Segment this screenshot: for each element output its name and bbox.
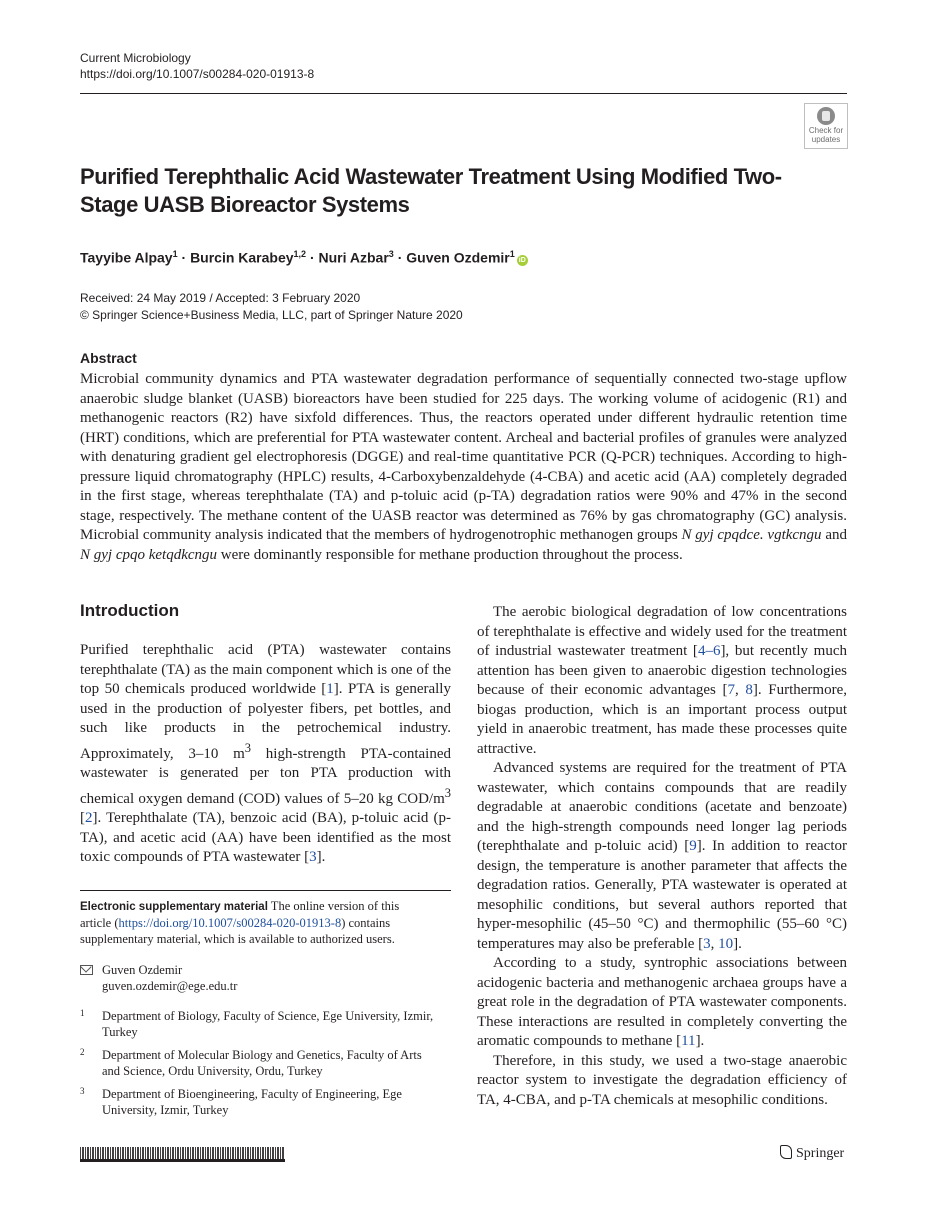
author-affil: 1,2	[293, 249, 307, 259]
affiliation-text: Department of Bioengineering, Faculty of Engineering, Ege University, Izmir, Turkey	[102, 1087, 402, 1117]
text: According to a study, syntrophic associations between acidogenic bacteria and methanogenic archaea groups have a great role in the degradation of PTA wastewater components. These interactions are resulted in completely converting the aromatic compounds to methane [	[477, 955, 847, 1049]
check-for-updates-badge[interactable]	[804, 103, 848, 149]
author-name[interactable]: Burcin Karabey	[190, 249, 294, 266]
citation-link[interactable]: 11	[681, 1033, 696, 1049]
springer-horse-icon	[780, 1145, 792, 1159]
author-list: Tayyibe Alpay$^1$ · Burcin Karabey$^{1,2}$ · Nuri Azbar$^3$ · Guven Ozdemir$^1$iD	[80, 249, 526, 266]
text: Purified terephthalic acid (PTA) wastewater contains terephthalate (TA) as the main component which is one of the top 50 chemicals produced worldwide [	[80, 642, 451, 697]
contact-name: Guven Ozdemir	[102, 963, 183, 977]
abstract-and: and	[825, 527, 848, 543]
intro-paragraph	[477, 759, 847, 954]
affiliation	[80, 1047, 440, 1079]
contact-email[interactable]: guven.ozdemir@ege.edu.tr	[102, 979, 238, 993]
intro-left-column	[80, 641, 451, 868]
text: Advanced systems are required for the treatment of PTA wastewater, which contains compounds that are readily degradable at anaerobic conditions (acetate and benzoate) and the high-strength compounds need longer lag periods (terephthalate and p-toluic acid) [	[477, 760, 847, 854]
intro-paragraph: Therefore, in this study, we used a two-stage anaerobic reactor system to investigate the degradation efficiency of TA, 4-CBA, and p-TA chemicals at mesophilic conditions.	[477, 1052, 847, 1108]
affiliation-text: Department of Molecular Biology and Genetics, Faculty of Arts and Science, Ordu University, Ordu, Turkey	[102, 1048, 422, 1078]
text: ], but recently much attention has been given to anaerobic digestion technologies because of their economic advantages [	[477, 643, 847, 698]
affiliation-number: 2	[80, 1047, 85, 1057]
esm-note	[80, 898, 430, 947]
footnote-rule	[80, 890, 451, 891]
affiliation-text: Department of Biology, Faculty of Science, Ege University, Izmir, Turkey	[102, 1009, 434, 1039]
abstract-heading: Abstract	[80, 350, 137, 366]
envelope-icon	[80, 965, 93, 975]
text: ].	[316, 849, 326, 865]
copyright: © Springer Science+Business Media, LLC, part of Springer Nature 2020	[80, 308, 463, 322]
citation-link[interactable]: 3	[309, 849, 317, 865]
badge-line-1: Check for	[808, 126, 844, 135]
intro-right-column	[477, 603, 847, 1110]
text: ]. In addition to reactor design, the temperature is another parameter that affects the degradation ratios. Generally, PTA wastewater is operated at mesophilic conditions, but several authors reported that hyper-mesophilic (45–50 °C) and thermophilic (55–60 °C) temperatures may also be preferable [	[477, 838, 847, 952]
affiliation	[80, 1086, 440, 1118]
author-name[interactable]: Tayyibe Alpay	[80, 249, 173, 266]
esm-label: Electronic supplementary material	[80, 901, 268, 913]
citation-link[interactable]: 8	[745, 682, 753, 698]
text: ,	[735, 682, 746, 698]
text: ]. PTA is generally used in the production of polyester fibers, pet bottles, and such like products in the petrochemical industry. Approximately, 3–10 m	[80, 681, 451, 762]
corresponding-author	[80, 962, 440, 994]
article-title: Purified Terephthalic Acid Wastewater Treatment Using Modified Two-Stage UASB Bioreactor Systems	[80, 164, 782, 217]
esm-link[interactable]: https://doi.org/10.1007/s00284-020-01913-8	[118, 916, 342, 930]
intro-paragraph	[477, 954, 847, 1052]
citation-link[interactable]: 3	[703, 935, 711, 952]
footer-rule	[80, 1159, 285, 1162]
text: ]. Terephthalate (TA), benzoic acid (BA), p-toluic acid (p-TA), and acetic acid (AA) have been identified as the most toxic compounds of PTA wastewater [	[80, 810, 451, 865]
received-accepted: Received: 24 May 2019 / Accepted: 3 February 2020	[80, 291, 361, 305]
author-name[interactable]: Nuri Azbar	[318, 249, 389, 266]
citation-link[interactable]: 1	[326, 681, 334, 697]
text: high-strength PTA-contained wastewater is generated per ton PTA production with chemical oxygen demand (COD) values of 5–20 kg COD/m	[80, 745, 451, 807]
abstract-body	[80, 370, 847, 565]
text: The aerobic biological degradation of low concentrations of terephthalate is effective and widely used for the treatment of industrial wastewater treatment [	[477, 604, 847, 659]
journal-name: Current Microbiology	[80, 51, 191, 65]
author-affil: 1	[172, 249, 178, 259]
text: ) contains supplementary material, which is available to authorized users.	[80, 916, 395, 946]
citation-link[interactable]: 9	[689, 838, 697, 854]
abstract-text: Microbial community dynamics and PTA wastewater degradation performance of sequentially connected two-stage upflow anaerobic sludge blanket (UASB) bioreactors have been studied for 225 days. The working volume of acidogenic (R1) and methanogenic reactors (R2) have sixfold differences. Thus, the reactors operated under different hydraulic retention time (HRT) conditions, which are preferential for PTA wastewater content. Archeal and bacterial profiles of granules were analyzed with denaturing gradient gel electrophoresis (DGGE) and real-time quantitative PCR (Q-PCR) techniques. According to high-pressure liquid chromatography (HPLC) results, 4-Carboxybenzaldehyde (4-CBA) and acetic acid (AA) completely degraded in the first stage, whereas terephthalate (TA) and p-toluic acid (p-TA) degradation ratios were 90% and 47% in the second stage, respectively. The methane content of the UASB reactor was determined as 76% by gas chromatography (GC) analysis. Microbial community analysis indicated that the members of hydrogenotrophic methanogen groups	[80, 371, 847, 543]
author-affil: 3	[388, 249, 394, 259]
text: [	[80, 810, 85, 826]
text: ,	[710, 935, 719, 952]
text: ].	[733, 935, 742, 952]
superscript: 3	[444, 785, 451, 800]
text: ].	[695, 1033, 705, 1049]
citation-link[interactable]: 10	[718, 935, 734, 952]
affiliation-number: 3	[80, 1086, 85, 1096]
author-name[interactable]: Guven Ozdemir	[406, 249, 510, 266]
orcid-icon[interactable]: iD	[518, 256, 526, 264]
intro-paragraph	[477, 603, 847, 759]
publisher-name: Springer	[796, 1146, 845, 1161]
citation-link[interactable]: 7	[727, 682, 736, 698]
author-affil: 1	[509, 249, 515, 259]
abstract-tail: were dominantly responsible for methane production throughout the process.	[220, 546, 683, 563]
header-rule	[80, 93, 847, 94]
journal-header	[80, 50, 314, 82]
article-dates	[80, 290, 463, 324]
bookmark-icon	[817, 107, 835, 125]
text: The online version of this article (	[80, 899, 400, 930]
citation-link[interactable]: 4–6	[697, 643, 721, 659]
introduction-heading: Introduction	[80, 601, 180, 620]
affiliation	[80, 1008, 440, 1040]
article-doi[interactable]: https://doi.org/10.1007/s00284-020-01913-8	[80, 67, 315, 81]
publisher-logo	[780, 1145, 844, 1162]
affiliation-number: 1	[80, 1008, 85, 1018]
citation-link[interactable]: 2	[85, 810, 93, 826]
intro-paragraph	[80, 641, 451, 868]
badge-line-2: updates	[811, 135, 841, 144]
superscript: 3	[244, 740, 252, 755]
text: ]. Furthermore, biogas production, which is an important process output yield in anaerobic treatment, has made these processes quite attractive.	[477, 682, 847, 757]
abstract-garbled-term: N gyj cpqdce. vgtkcngu	[681, 527, 822, 543]
abstract-garbled-term: N gyj cpqo ketqdkcngu	[80, 546, 218, 563]
